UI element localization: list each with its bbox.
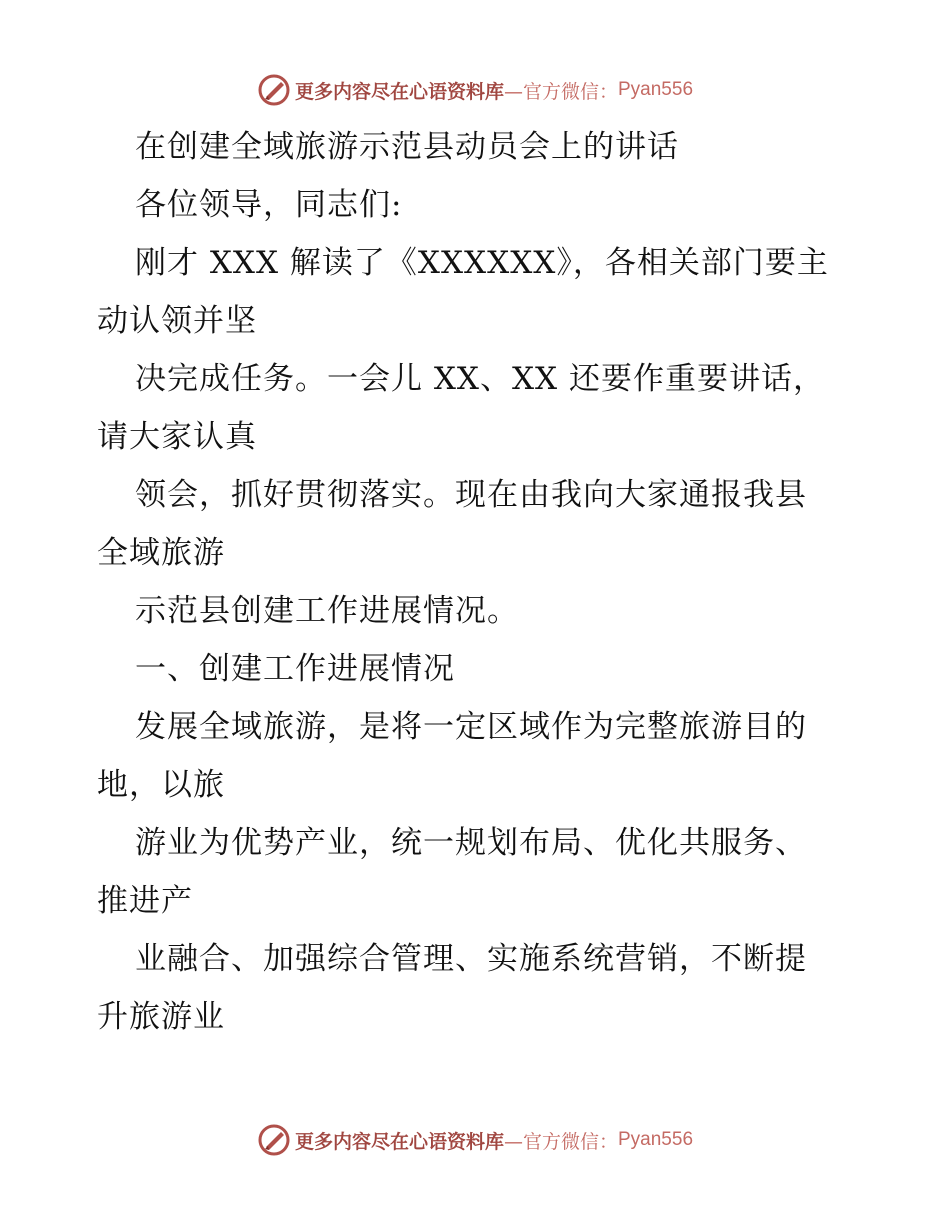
watermark-footer (0, 1122, 950, 1158)
paragraph-line: 业融合、加强综合管理、实施系统营销，不断提 (135, 941, 807, 977)
paragraph-line: 刚才 XXX 解读了《XXXXXX》，各相关部门要主 (135, 245, 829, 281)
section-heading: 一、创建工作进展情况 (135, 651, 455, 687)
watermark-header (0, 72, 950, 108)
watermark-sub-text: —官方微信： (503, 80, 618, 103)
watermark-id-text: Pyan556 (618, 79, 694, 100)
document-body (97, 118, 857, 1046)
paragraph-line: 游业为优势产业，统一规划布局、优化共服务、 (135, 825, 807, 861)
paragraph-line: 领会，抓好贯彻落实。现在由我向大家通报我县 (135, 477, 807, 513)
paragraph-line: 地，以旅 (97, 767, 225, 803)
paragraph-line: 全域旅游 (97, 535, 225, 571)
brush-logo-icon (257, 1123, 291, 1157)
watermark-main-text: 更多内容尽在心语资料库 (294, 1130, 504, 1153)
watermark-main-text: 更多内容尽在心语资料库 (294, 80, 504, 103)
watermark-id-text: Pyan556 (618, 1129, 694, 1150)
salutation: 各位领导，同志们: (135, 187, 403, 223)
watermark-sub-text: —官方微信： (503, 1130, 618, 1153)
brush-logo-icon (257, 73, 291, 107)
paragraph-line: 动认领并坚 (97, 303, 257, 339)
paragraph-line: 升旅游业 (97, 999, 225, 1035)
paragraph-line: 示范县创建工作进展情况。 (135, 593, 519, 629)
paragraph-line: 决完成任务。一会儿 XX、XX 还要作重要讲话， (135, 361, 825, 397)
paragraph-line: 请大家认真 (97, 419, 257, 455)
document-title: 在创建全域旅游示范县动员会上的讲话 (135, 129, 679, 165)
paragraph-line: 发展全域旅游，是将一定区域作为完整旅游目的 (135, 709, 807, 745)
paragraph-line: 推进产 (97, 883, 193, 919)
